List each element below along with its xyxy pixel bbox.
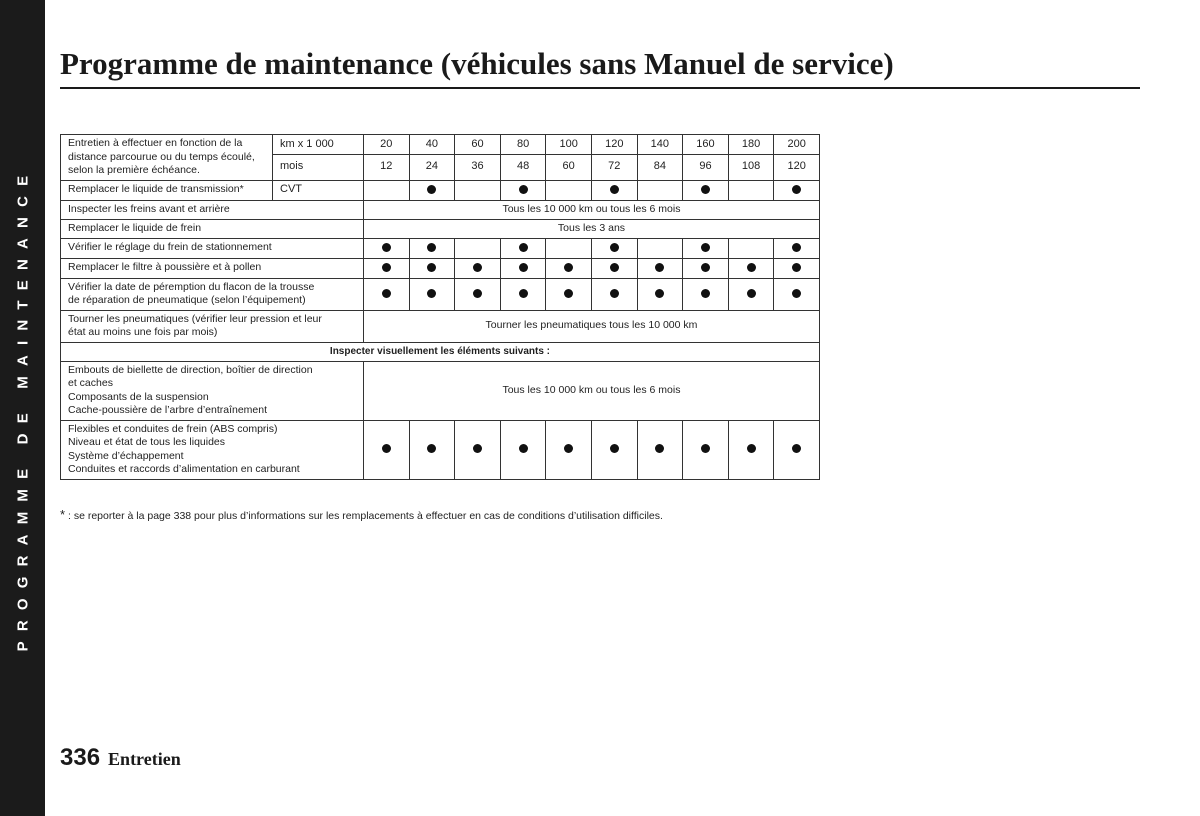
mark-cell (500, 238, 546, 258)
mark-cell (774, 238, 820, 258)
mark-cell (728, 238, 774, 258)
maintenance-dot (382, 243, 391, 252)
mark-cell (455, 278, 501, 310)
maintenance-dot (473, 263, 482, 272)
maintenance-dot (792, 263, 801, 272)
row-label (61, 278, 364, 310)
maintenance-dot (655, 289, 664, 298)
month-value: 108 (728, 154, 774, 180)
maintenance-dot (382, 289, 391, 298)
maintenance-dot (519, 289, 528, 298)
mark-cell (591, 238, 637, 258)
table-row (61, 361, 820, 420)
row-label-line: et caches (68, 377, 113, 389)
km-value: 200 (774, 135, 820, 155)
row-label-line: Embouts de biellette de direction, boîtier de direction (68, 363, 313, 376)
km-value: 100 (546, 135, 592, 155)
mark-cell (364, 420, 410, 479)
mark-cell (409, 180, 455, 200)
mark-cell (683, 258, 729, 278)
mark-cell (728, 420, 774, 479)
mark-cell (546, 180, 592, 200)
row-label (61, 420, 364, 479)
row-label (61, 310, 364, 342)
table-row (61, 219, 820, 238)
maintenance-dot (519, 243, 528, 252)
maintenance-dot (564, 444, 573, 453)
row-label-line: Conduites et raccords d’alimentation en carburant (68, 463, 300, 475)
section-name: Entretien (108, 749, 181, 769)
mark-cell (683, 180, 729, 200)
km-label: km x 1 000 (273, 135, 364, 155)
mark-cell (364, 278, 410, 310)
footnote (60, 507, 663, 522)
maintenance-dot (747, 263, 756, 272)
km-value: 40 (409, 135, 455, 155)
table-row (61, 200, 820, 219)
mark-cell (637, 420, 683, 479)
month-value: 72 (591, 154, 637, 180)
section-heading-row (61, 342, 820, 361)
table-header-label: Entretien à effectuer en fonction de la distance parcourue ou du temps écoulé, selon la première échéance. (61, 135, 273, 181)
mark-cell (683, 238, 729, 258)
mark-cell (455, 258, 501, 278)
maintenance-dot (564, 263, 573, 272)
month-value: 12 (364, 154, 410, 180)
maintenance-dot (701, 185, 710, 194)
mark-cell (637, 238, 683, 258)
mark-cell (591, 258, 637, 278)
maintenance-dot (701, 289, 710, 298)
mark-cell (455, 180, 501, 200)
maintenance-table (60, 134, 820, 480)
interval-text: Tous les 10 000 km ou tous les 6 mois (364, 200, 820, 219)
maintenance-dot (610, 185, 619, 194)
month-value: 120 (774, 154, 820, 180)
maintenance-dot (519, 263, 528, 272)
mark-cell (591, 278, 637, 310)
km-value: 80 (500, 135, 546, 155)
maintenance-dot (701, 263, 710, 272)
mark-cell (774, 180, 820, 200)
mark-cell (364, 238, 410, 258)
side-tab-label: PROGRAMME DE MAINTENANCE (14, 165, 32, 651)
mark-cell (546, 238, 592, 258)
row-label: Remplacer le liquide de transmission* (61, 180, 273, 200)
month-value: 24 (409, 154, 455, 180)
side-tab (0, 0, 45, 816)
page-number: 336 (60, 744, 101, 771)
km-value: 160 (683, 135, 729, 155)
month-value: 84 (637, 154, 683, 180)
maintenance-dot (519, 444, 528, 453)
mark-cell (591, 420, 637, 479)
row-label: Vérifier le réglage du frein de stationnement (61, 238, 364, 258)
row-label-line: Vérifier la date de péremption du flacon de la trousse (68, 280, 315, 293)
maintenance-dot (610, 289, 619, 298)
mark-cell (500, 278, 546, 310)
maintenance-dot (427, 444, 436, 453)
page-title: Programme de maintenance (véhicules sans Manuel de service) (60, 46, 894, 81)
section-heading: Inspecter visuellement les éléments suivants : (61, 342, 820, 361)
maintenance-dot (427, 289, 436, 298)
month-value: 96 (683, 154, 729, 180)
km-value: 180 (728, 135, 774, 155)
mark-cell (728, 258, 774, 278)
mark-cell (364, 180, 410, 200)
maintenance-dot (382, 444, 391, 453)
maintenance-dot (427, 263, 436, 272)
km-value: 140 (637, 135, 683, 155)
row-label: Remplacer le filtre à poussière et à pollen (61, 258, 364, 278)
interval-text: Tourner les pneumatiques tous les 10 000 km (364, 310, 820, 342)
mark-cell (500, 258, 546, 278)
row-label-line: Flexibles et conduites de frein (ABS compris) (68, 422, 278, 435)
mark-cell (774, 258, 820, 278)
footnote-text: : se reporter à la page 338 pour plus d’informations sur les remplacements à effectuer en cas de conditions d’utilisation difficiles. (65, 510, 663, 522)
mark-cell (591, 180, 637, 200)
row-label: Inspecter les freins avant et arrière (61, 200, 364, 219)
mark-cell (728, 180, 774, 200)
month-value: 48 (500, 154, 546, 180)
mark-cell (683, 278, 729, 310)
mark-cell (500, 420, 546, 479)
maintenance-dot (701, 444, 710, 453)
maintenance-dot (792, 289, 801, 298)
mark-cell (409, 278, 455, 310)
mark-cell (546, 258, 592, 278)
interval-text: Tous les 10 000 km ou tous les 6 mois (364, 361, 820, 420)
mark-cell (409, 238, 455, 258)
row-label-line: état au moins une fois par mois) (68, 326, 218, 338)
maintenance-dot (427, 243, 436, 252)
mark-cell (774, 278, 820, 310)
maintenance-dot (382, 263, 391, 272)
row-sub-label: CVT (273, 180, 364, 200)
months-label: mois (273, 154, 364, 180)
mark-cell (728, 278, 774, 310)
km-value: 20 (364, 135, 410, 155)
title-divider (60, 87, 1140, 89)
maintenance-dot (747, 289, 756, 298)
table-row (61, 180, 820, 200)
mark-cell (774, 420, 820, 479)
mark-cell (683, 420, 729, 479)
mark-cell (364, 258, 410, 278)
table-row (61, 420, 820, 479)
row-label-line: Composants de la suspension (68, 390, 209, 403)
table-row (61, 310, 820, 342)
table-row (61, 238, 820, 258)
row-label: Remplacer le liquide de frein (61, 219, 364, 238)
maintenance-dot (792, 185, 801, 194)
table-row (61, 278, 820, 310)
row-label-line: Tourner les pneumatiques (vérifier leur pression et leur (68, 312, 322, 325)
km-value: 60 (455, 135, 501, 155)
table-row (61, 258, 820, 278)
footnote-marker: * (60, 507, 66, 522)
month-value: 36 (455, 154, 501, 180)
maintenance-dot (610, 243, 619, 252)
maintenance-dot (427, 185, 436, 194)
maintenance-dot (473, 289, 482, 298)
table-header-km-row (61, 135, 820, 155)
mark-cell (409, 258, 455, 278)
mark-cell (637, 258, 683, 278)
mark-cell (637, 278, 683, 310)
row-label-line: Cache-poussière de l’arbre d’entraînement (68, 404, 268, 416)
maintenance-dot (792, 444, 801, 453)
maintenance-dot (655, 444, 664, 453)
maintenance-dot (747, 444, 756, 453)
row-label-line: de réparation de pneumatique (selon l’équipement) (68, 294, 306, 306)
row-label-line: Niveau et état de tous les liquides (68, 436, 226, 448)
mark-cell (455, 420, 501, 479)
mark-cell (500, 180, 546, 200)
row-label-line: Système d’échappement (68, 449, 184, 462)
maintenance-dot (655, 263, 664, 272)
page-footer (60, 744, 181, 772)
maintenance-dot (792, 243, 801, 252)
maintenance-dot (473, 444, 482, 453)
month-value: 60 (546, 154, 592, 180)
maintenance-dot (701, 243, 710, 252)
maintenance-dot (519, 185, 528, 194)
mark-cell (637, 180, 683, 200)
maintenance-dot (610, 263, 619, 272)
mark-cell (546, 420, 592, 479)
row-label (61, 361, 364, 420)
mark-cell (546, 278, 592, 310)
interval-text: Tous les 3 ans (364, 219, 820, 238)
maintenance-dot (610, 444, 619, 453)
maintenance-dot (564, 289, 573, 298)
km-value: 120 (591, 135, 637, 155)
mark-cell (455, 238, 501, 258)
mark-cell (409, 420, 455, 479)
